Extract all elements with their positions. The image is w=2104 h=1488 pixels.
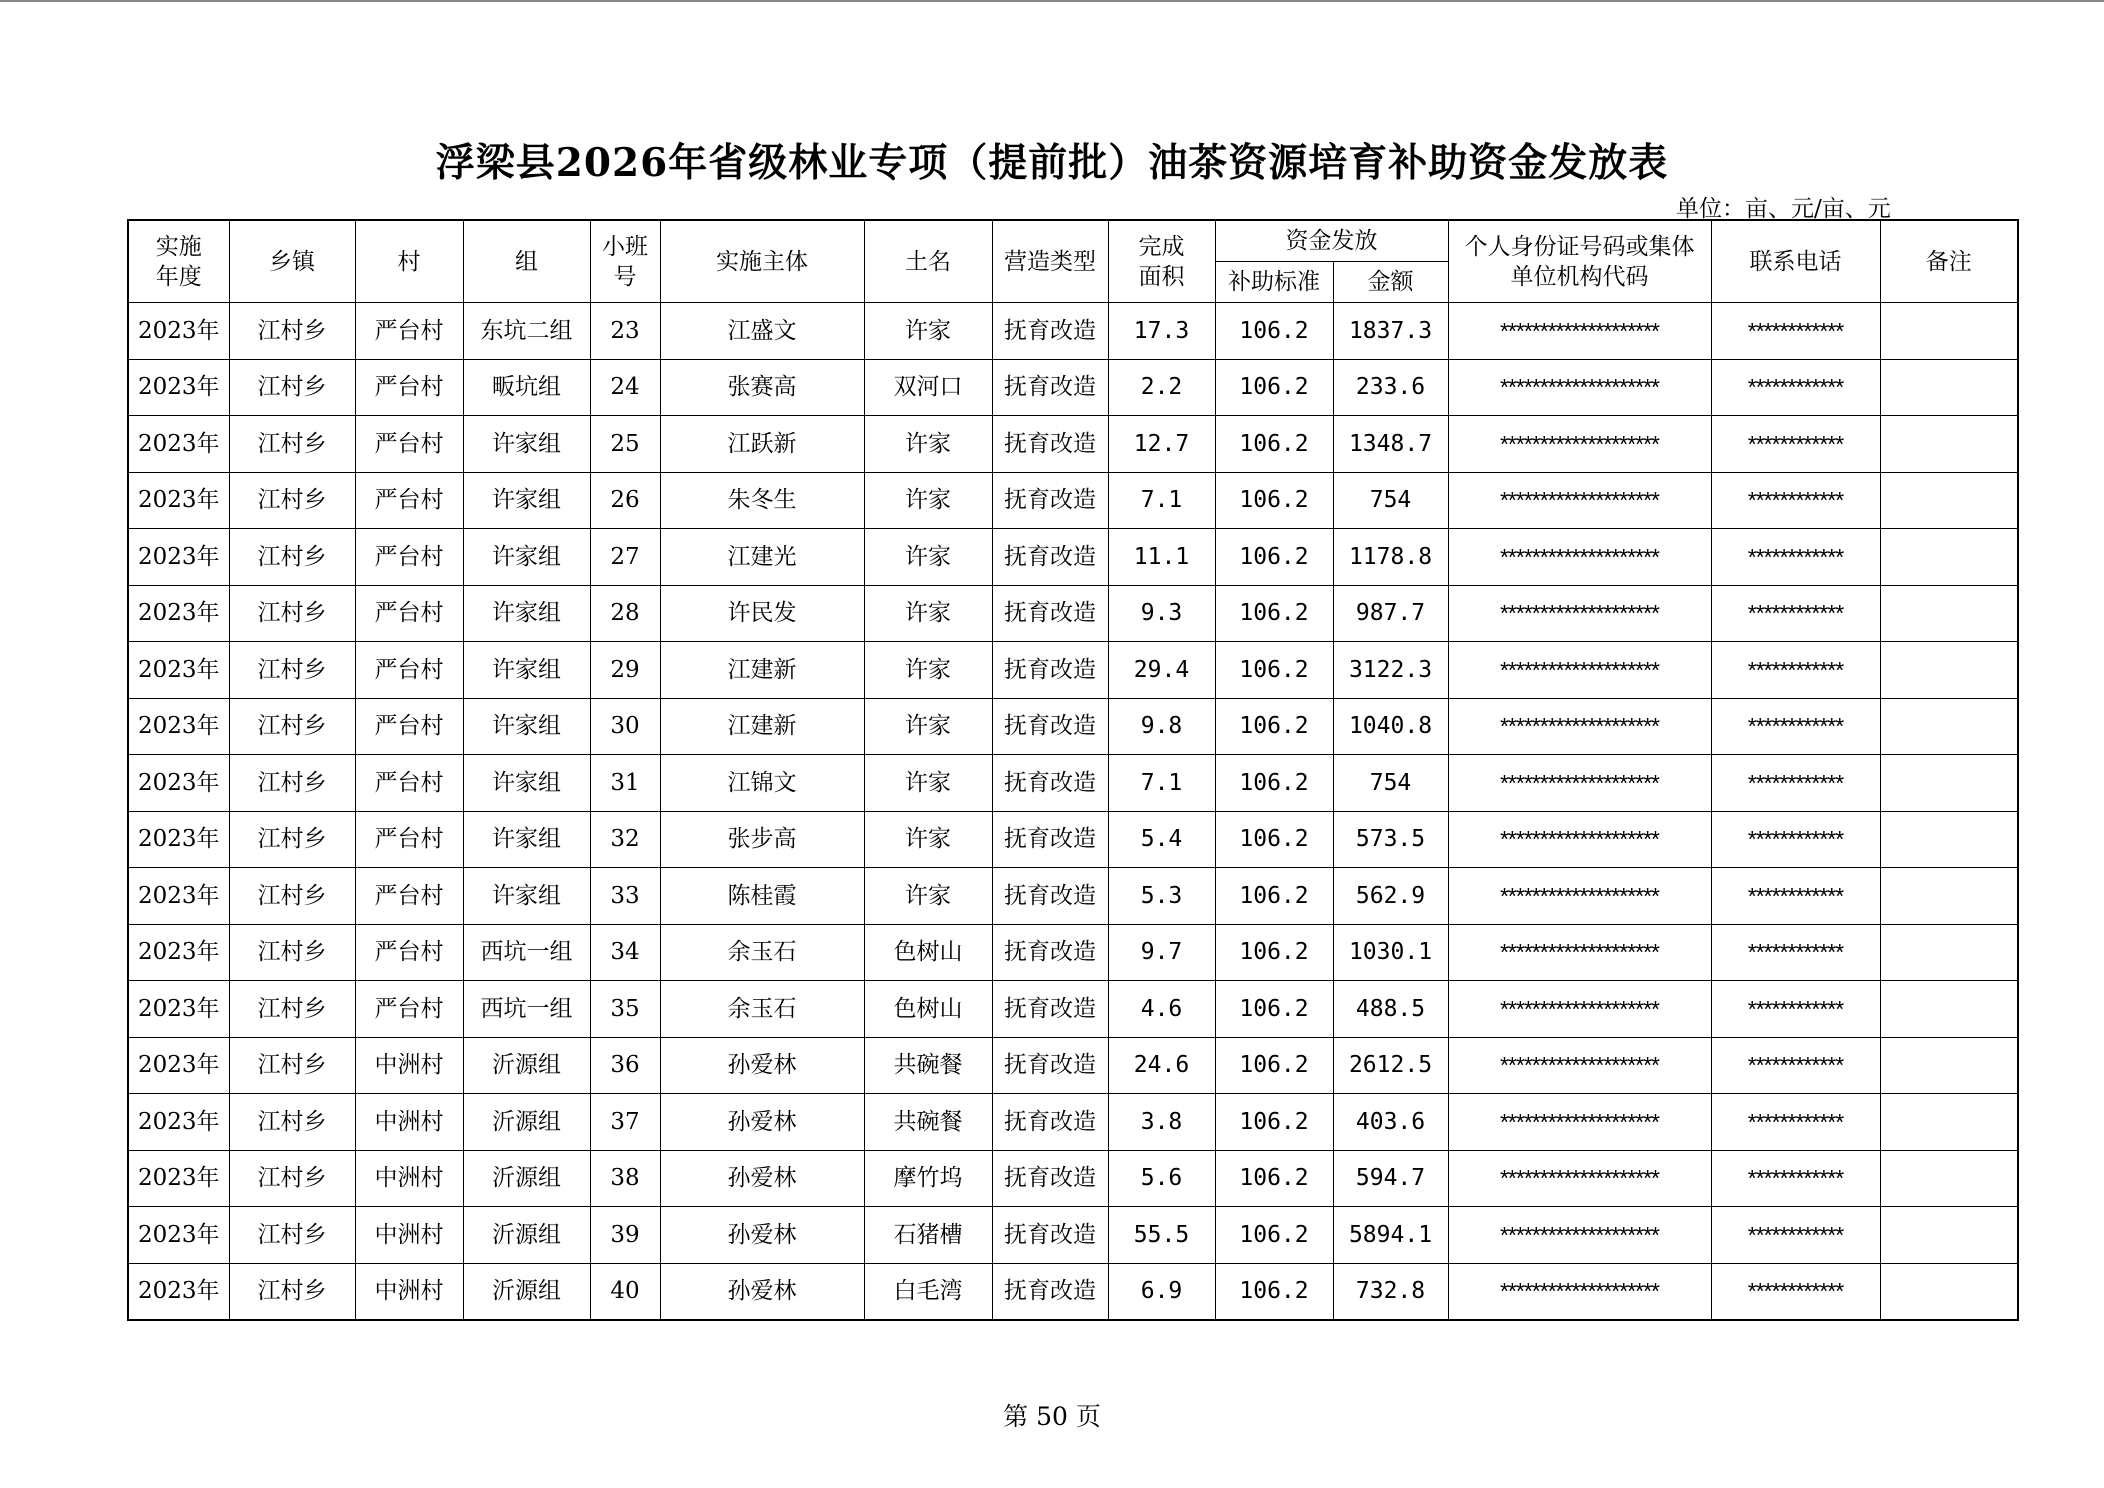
cell-plot-no: 37 xyxy=(590,1094,660,1151)
header-phone: 联系电话 xyxy=(1711,220,1880,303)
cell-area: 24.6 xyxy=(1108,1037,1215,1094)
cell-township: 江村乡 xyxy=(229,924,355,981)
cell-year: 2023年 xyxy=(128,811,229,868)
cell-place-name: 双河口 xyxy=(864,359,992,416)
cell-subject: 江建光 xyxy=(660,529,864,586)
cell-subject: 张步高 xyxy=(660,811,864,868)
cell-standard: 106.2 xyxy=(1215,1263,1333,1320)
cell-area: 9.3 xyxy=(1108,585,1215,642)
cell-group: 许家组 xyxy=(463,416,590,473)
cell-type: 抚育改造 xyxy=(992,924,1108,981)
cell-year: 2023年 xyxy=(128,585,229,642)
table-row xyxy=(128,529,2018,586)
cell-subject: 江锦文 xyxy=(660,755,864,812)
cell-plot-no: 35 xyxy=(590,981,660,1038)
cell-plot-no: 27 xyxy=(590,529,660,586)
cell-type: 抚育改造 xyxy=(992,1150,1108,1207)
cell-township: 江村乡 xyxy=(229,303,355,360)
cell-id-code: ******************** xyxy=(1448,868,1711,925)
cell-subject: 孙爱林 xyxy=(660,1094,864,1151)
header-year: 实施 年度 xyxy=(128,220,229,303)
cell-subject: 余玉石 xyxy=(660,924,864,981)
cell-place-name: 许家 xyxy=(864,868,992,925)
cell-group: 沂源组 xyxy=(463,1263,590,1320)
cell-year: 2023年 xyxy=(128,1037,229,1094)
cell-subject: 朱冬生 xyxy=(660,472,864,529)
cell-place-name: 许家 xyxy=(864,698,992,755)
cell-township: 江村乡 xyxy=(229,529,355,586)
table-row xyxy=(128,416,2018,473)
cell-id-code: ******************** xyxy=(1448,642,1711,699)
cell-id-code: ******************** xyxy=(1448,924,1711,981)
cell-amount: 732.8 xyxy=(1333,1263,1448,1320)
cell-subject: 江跃新 xyxy=(660,416,864,473)
table-row xyxy=(128,642,2018,699)
cell-year: 2023年 xyxy=(128,755,229,812)
cell-remark xyxy=(1880,585,2018,642)
cell-amount: 1178.8 xyxy=(1333,529,1448,586)
cell-village: 中洲村 xyxy=(355,1207,463,1264)
cell-subject: 张赛高 xyxy=(660,359,864,416)
cell-group: 许家组 xyxy=(463,529,590,586)
cell-remark xyxy=(1880,868,2018,925)
table-body xyxy=(128,303,2018,1321)
cell-plot-no: 38 xyxy=(590,1150,660,1207)
cell-place-name: 共碗餐 xyxy=(864,1094,992,1151)
cell-phone: ************ xyxy=(1711,755,1880,812)
cell-standard: 106.2 xyxy=(1215,303,1333,360)
cell-township: 江村乡 xyxy=(229,585,355,642)
cell-village: 严台村 xyxy=(355,981,463,1038)
cell-type: 抚育改造 xyxy=(992,585,1108,642)
cell-area: 5.4 xyxy=(1108,811,1215,868)
cell-amount: 594.7 xyxy=(1333,1150,1448,1207)
cell-id-code: ******************** xyxy=(1448,303,1711,360)
cell-area: 4.6 xyxy=(1108,981,1215,1038)
cell-group: 许家组 xyxy=(463,811,590,868)
cell-village: 严台村 xyxy=(355,585,463,642)
cell-id-code: ******************** xyxy=(1448,981,1711,1038)
header-village: 村 xyxy=(355,220,463,303)
cell-phone: ************ xyxy=(1711,585,1880,642)
cell-village: 严台村 xyxy=(355,472,463,529)
cell-subject: 江盛文 xyxy=(660,303,864,360)
cell-township: 江村乡 xyxy=(229,359,355,416)
cell-phone: ************ xyxy=(1711,416,1880,473)
cell-place-name: 许家 xyxy=(864,416,992,473)
cell-place-name: 共碗餐 xyxy=(864,1037,992,1094)
cell-village: 严台村 xyxy=(355,303,463,360)
header-group: 组 xyxy=(463,220,590,303)
cell-year: 2023年 xyxy=(128,529,229,586)
cell-phone: ************ xyxy=(1711,811,1880,868)
table-row xyxy=(128,472,2018,529)
cell-year: 2023年 xyxy=(128,1150,229,1207)
cell-remark xyxy=(1880,1037,2018,1094)
cell-place-name: 许家 xyxy=(864,529,992,586)
cell-subject: 余玉石 xyxy=(660,981,864,1038)
cell-phone: ************ xyxy=(1711,1263,1880,1320)
cell-group: 畈坑组 xyxy=(463,359,590,416)
cell-phone: ************ xyxy=(1711,981,1880,1038)
cell-amount: 573.5 xyxy=(1333,811,1448,868)
cell-plot-no: 31 xyxy=(590,755,660,812)
header-place-name: 土名 xyxy=(864,220,992,303)
cell-id-code: ******************** xyxy=(1448,1263,1711,1320)
cell-standard: 106.2 xyxy=(1215,1037,1333,1094)
cell-subject: 孙爱林 xyxy=(660,1263,864,1320)
header-type: 营造类型 xyxy=(992,220,1108,303)
table-row xyxy=(128,585,2018,642)
cell-amount: 754 xyxy=(1333,472,1448,529)
cell-group: 西坑一组 xyxy=(463,924,590,981)
cell-type: 抚育改造 xyxy=(992,642,1108,699)
table-row xyxy=(128,1094,2018,1151)
cell-type: 抚育改造 xyxy=(992,529,1108,586)
cell-phone: ************ xyxy=(1711,472,1880,529)
cell-type: 抚育改造 xyxy=(992,359,1108,416)
cell-id-code: ******************** xyxy=(1448,1150,1711,1207)
cell-standard: 106.2 xyxy=(1215,811,1333,868)
cell-year: 2023年 xyxy=(128,303,229,360)
cell-phone: ************ xyxy=(1711,1037,1880,1094)
cell-phone: ************ xyxy=(1711,642,1880,699)
cell-subject: 孙爱林 xyxy=(660,1037,864,1094)
cell-id-code: ******************** xyxy=(1448,1094,1711,1151)
cell-id-code: ******************** xyxy=(1448,1207,1711,1264)
cell-year: 2023年 xyxy=(128,472,229,529)
cell-year: 2023年 xyxy=(128,924,229,981)
cell-year: 2023年 xyxy=(128,868,229,925)
table-row xyxy=(128,924,2018,981)
cell-group: 沂源组 xyxy=(463,1094,590,1151)
cell-plot-no: 25 xyxy=(590,416,660,473)
cell-township: 江村乡 xyxy=(229,868,355,925)
cell-village: 严台村 xyxy=(355,698,463,755)
cell-type: 抚育改造 xyxy=(992,1207,1108,1264)
cell-place-name: 石猪槽 xyxy=(864,1207,992,1264)
cell-subject: 孙爱林 xyxy=(660,1207,864,1264)
cell-remark xyxy=(1880,1263,2018,1320)
cell-area: 2.2 xyxy=(1108,359,1215,416)
cell-place-name: 许家 xyxy=(864,811,992,868)
table-row xyxy=(128,359,2018,416)
cell-place-name: 色树山 xyxy=(864,924,992,981)
table-row xyxy=(128,698,2018,755)
cell-amount: 2612.5 xyxy=(1333,1037,1448,1094)
cell-village: 中洲村 xyxy=(355,1150,463,1207)
cell-village: 严台村 xyxy=(355,529,463,586)
cell-amount: 233.6 xyxy=(1333,359,1448,416)
cell-village: 严台村 xyxy=(355,642,463,699)
header-township: 乡镇 xyxy=(229,220,355,303)
cell-year: 2023年 xyxy=(128,1094,229,1151)
cell-standard: 106.2 xyxy=(1215,642,1333,699)
cell-year: 2023年 xyxy=(128,698,229,755)
cell-id-code: ******************** xyxy=(1448,811,1711,868)
cell-township: 江村乡 xyxy=(229,642,355,699)
page-number: 第 50 页 xyxy=(1003,1402,1101,1431)
cell-phone: ************ xyxy=(1711,359,1880,416)
cell-area: 7.1 xyxy=(1108,755,1215,812)
cell-group: 沂源组 xyxy=(463,1037,590,1094)
cell-amount: 488.5 xyxy=(1333,981,1448,1038)
cell-township: 江村乡 xyxy=(229,472,355,529)
cell-year: 2023年 xyxy=(128,981,229,1038)
cell-amount: 1040.8 xyxy=(1333,698,1448,755)
cell-plot-no: 30 xyxy=(590,698,660,755)
cell-subject: 孙爱林 xyxy=(660,1150,864,1207)
header-funds: 资金发放 xyxy=(1215,220,1448,262)
cell-village: 严台村 xyxy=(355,359,463,416)
cell-township: 江村乡 xyxy=(229,1094,355,1151)
cell-amount: 3122.3 xyxy=(1333,642,1448,699)
table-row xyxy=(128,755,2018,812)
cell-standard: 106.2 xyxy=(1215,698,1333,755)
cell-amount: 403.6 xyxy=(1333,1094,1448,1151)
cell-area: 11.1 xyxy=(1108,529,1215,586)
cell-plot-no: 23 xyxy=(590,303,660,360)
cell-phone: ************ xyxy=(1711,924,1880,981)
cell-plot-no: 29 xyxy=(590,642,660,699)
cell-standard: 106.2 xyxy=(1215,1094,1333,1151)
cell-subject: 江建新 xyxy=(660,642,864,699)
cell-plot-no: 32 xyxy=(590,811,660,868)
cell-phone: ************ xyxy=(1711,303,1880,360)
cell-standard: 106.2 xyxy=(1215,1207,1333,1264)
cell-remark xyxy=(1880,1207,2018,1264)
cell-remark xyxy=(1880,472,2018,529)
cell-type: 抚育改造 xyxy=(992,981,1108,1038)
cell-amount: 1030.1 xyxy=(1333,924,1448,981)
cell-plot-no: 34 xyxy=(590,924,660,981)
cell-phone: ************ xyxy=(1711,529,1880,586)
document-title: 浮梁县2026年省级林业专项（提前批）油茶资源培育补助资金发放表 xyxy=(435,140,1669,186)
cell-id-code: ******************** xyxy=(1448,698,1711,755)
cell-township: 江村乡 xyxy=(229,1150,355,1207)
cell-year: 2023年 xyxy=(128,1207,229,1264)
cell-village: 严台村 xyxy=(355,924,463,981)
cell-remark xyxy=(1880,529,2018,586)
cell-village: 中洲村 xyxy=(355,1037,463,1094)
cell-area: 29.4 xyxy=(1108,642,1215,699)
cell-amount: 754 xyxy=(1333,755,1448,812)
cell-phone: ************ xyxy=(1711,1207,1880,1264)
cell-village: 严台村 xyxy=(355,811,463,868)
cell-type: 抚育改造 xyxy=(992,472,1108,529)
cell-standard: 106.2 xyxy=(1215,529,1333,586)
cell-area: 9.7 xyxy=(1108,924,1215,981)
cell-type: 抚育改造 xyxy=(992,698,1108,755)
cell-place-name: 白毛湾 xyxy=(864,1263,992,1320)
cell-remark xyxy=(1880,416,2018,473)
top-border-line xyxy=(0,0,2104,2)
cell-area: 7.1 xyxy=(1108,472,1215,529)
cell-standard: 106.2 xyxy=(1215,981,1333,1038)
header-plot-no: 小班 号 xyxy=(590,220,660,303)
cell-group: 许家组 xyxy=(463,755,590,812)
cell-id-code: ******************** xyxy=(1448,755,1711,812)
cell-group: 许家组 xyxy=(463,472,590,529)
cell-type: 抚育改造 xyxy=(992,416,1108,473)
header-area: 完成 面积 xyxy=(1108,220,1215,303)
cell-plot-no: 28 xyxy=(590,585,660,642)
cell-standard: 106.2 xyxy=(1215,416,1333,473)
cell-village: 中洲村 xyxy=(355,1263,463,1320)
cell-village: 严台村 xyxy=(355,755,463,812)
cell-id-code: ******************** xyxy=(1448,416,1711,473)
cell-standard: 106.2 xyxy=(1215,755,1333,812)
cell-amount: 1837.3 xyxy=(1333,303,1448,360)
cell-subject: 江建新 xyxy=(660,698,864,755)
table-row xyxy=(128,1207,2018,1264)
cell-id-code: ******************** xyxy=(1448,359,1711,416)
cell-remark xyxy=(1880,811,2018,868)
cell-year: 2023年 xyxy=(128,359,229,416)
cell-township: 江村乡 xyxy=(229,1263,355,1320)
cell-group: 许家组 xyxy=(463,585,590,642)
cell-phone: ************ xyxy=(1711,1150,1880,1207)
cell-type: 抚育改造 xyxy=(992,1094,1108,1151)
cell-amount: 1348.7 xyxy=(1333,416,1448,473)
cell-amount: 562.9 xyxy=(1333,868,1448,925)
cell-place-name: 摩竹坞 xyxy=(864,1150,992,1207)
cell-area: 9.8 xyxy=(1108,698,1215,755)
cell-place-name: 色树山 xyxy=(864,981,992,1038)
cell-type: 抚育改造 xyxy=(992,811,1108,868)
cell-type: 抚育改造 xyxy=(992,1037,1108,1094)
cell-village: 中洲村 xyxy=(355,1094,463,1151)
cell-standard: 106.2 xyxy=(1215,585,1333,642)
cell-subject: 许民发 xyxy=(660,585,864,642)
unit-note: 单位：亩、元/亩、元 xyxy=(1676,196,1891,222)
cell-type: 抚育改造 xyxy=(992,868,1108,925)
cell-amount: 5894.1 xyxy=(1333,1207,1448,1264)
header-id-code: 个人身份证号码或集体 单位机构代码 xyxy=(1448,220,1711,303)
cell-id-code: ******************** xyxy=(1448,472,1711,529)
cell-plot-no: 36 xyxy=(590,1037,660,1094)
cell-remark xyxy=(1880,1150,2018,1207)
table-row xyxy=(128,1037,2018,1094)
cell-township: 江村乡 xyxy=(229,416,355,473)
header-standard: 补助标准 xyxy=(1215,262,1333,303)
cell-group: 东坑二组 xyxy=(463,303,590,360)
cell-remark xyxy=(1880,698,2018,755)
header-subject: 实施主体 xyxy=(660,220,864,303)
cell-area: 17.3 xyxy=(1108,303,1215,360)
table-row xyxy=(128,1150,2018,1207)
cell-phone: ************ xyxy=(1711,1094,1880,1151)
cell-place-name: 许家 xyxy=(864,472,992,529)
cell-township: 江村乡 xyxy=(229,1207,355,1264)
table-row xyxy=(128,1263,2018,1320)
cell-township: 江村乡 xyxy=(229,981,355,1038)
cell-village: 严台村 xyxy=(355,416,463,473)
cell-area: 3.8 xyxy=(1108,1094,1215,1151)
cell-place-name: 许家 xyxy=(864,585,992,642)
cell-remark xyxy=(1880,755,2018,812)
cell-standard: 106.2 xyxy=(1215,1150,1333,1207)
cell-area: 12.7 xyxy=(1108,416,1215,473)
cell-type: 抚育改造 xyxy=(992,1263,1108,1320)
cell-standard: 106.2 xyxy=(1215,472,1333,529)
cell-group: 西坑一组 xyxy=(463,981,590,1038)
table-row xyxy=(128,981,2018,1038)
table-header xyxy=(128,220,2018,303)
table-row xyxy=(128,811,2018,868)
cell-year: 2023年 xyxy=(128,1263,229,1320)
cell-group: 许家组 xyxy=(463,868,590,925)
cell-id-code: ******************** xyxy=(1448,529,1711,586)
cell-plot-no: 39 xyxy=(590,1207,660,1264)
cell-plot-no: 33 xyxy=(590,868,660,925)
cell-id-code: ******************** xyxy=(1448,585,1711,642)
cell-area: 6.9 xyxy=(1108,1263,1215,1320)
cell-type: 抚育改造 xyxy=(992,755,1108,812)
cell-standard: 106.2 xyxy=(1215,868,1333,925)
cell-id-code: ******************** xyxy=(1448,1037,1711,1094)
cell-type: 抚育改造 xyxy=(992,303,1108,360)
cell-standard: 106.2 xyxy=(1215,924,1333,981)
cell-subject: 陈桂霞 xyxy=(660,868,864,925)
cell-place-name: 许家 xyxy=(864,303,992,360)
table-row xyxy=(128,303,2018,360)
cell-plot-no: 24 xyxy=(590,359,660,416)
header-amount: 金额 xyxy=(1333,262,1448,303)
cell-township: 江村乡 xyxy=(229,811,355,868)
cell-standard: 106.2 xyxy=(1215,359,1333,416)
cell-group: 许家组 xyxy=(463,698,590,755)
subsidy-table xyxy=(127,219,2019,1321)
cell-township: 江村乡 xyxy=(229,698,355,755)
cell-year: 2023年 xyxy=(128,642,229,699)
cell-phone: ************ xyxy=(1711,698,1880,755)
cell-year: 2023年 xyxy=(128,416,229,473)
cell-amount: 987.7 xyxy=(1333,585,1448,642)
header-remark: 备注 xyxy=(1880,220,2018,303)
cell-area: 5.6 xyxy=(1108,1150,1215,1207)
cell-remark xyxy=(1880,981,2018,1038)
cell-phone: ************ xyxy=(1711,868,1880,925)
cell-village: 严台村 xyxy=(355,868,463,925)
table-row xyxy=(128,868,2018,925)
cell-remark xyxy=(1880,359,2018,416)
cell-township: 江村乡 xyxy=(229,1037,355,1094)
cell-area: 55.5 xyxy=(1108,1207,1215,1264)
cell-group: 沂源组 xyxy=(463,1150,590,1207)
cell-group: 许家组 xyxy=(463,642,590,699)
cell-plot-no: 40 xyxy=(590,1263,660,1320)
cell-remark xyxy=(1880,1094,2018,1151)
cell-remark xyxy=(1880,924,2018,981)
cell-group: 沂源组 xyxy=(463,1207,590,1264)
cell-area: 5.3 xyxy=(1108,868,1215,925)
cell-remark xyxy=(1880,303,2018,360)
cell-place-name: 许家 xyxy=(864,755,992,812)
cell-township: 江村乡 xyxy=(229,755,355,812)
cell-place-name: 许家 xyxy=(864,642,992,699)
cell-plot-no: 26 xyxy=(590,472,660,529)
cell-remark xyxy=(1880,642,2018,699)
